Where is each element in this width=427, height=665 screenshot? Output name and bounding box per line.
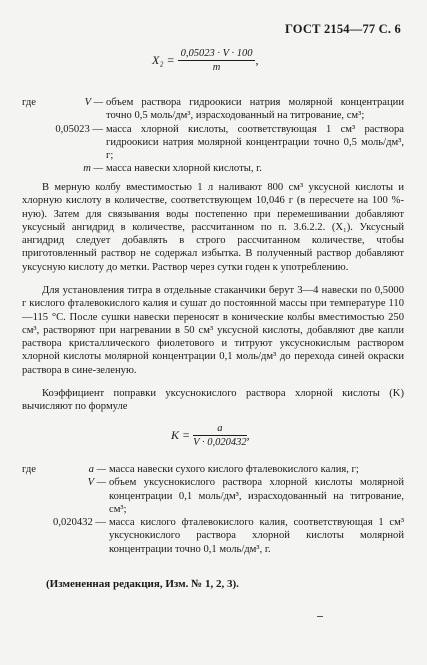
formula-k-lhs: K =: [171, 428, 191, 442]
definition-text: масса навески хлорной кислоты, г.: [106, 163, 262, 175]
definition-text: масса кислого фталевокислого калия, соответствующая 1 см³ уксуснокислого раствора хлорной кислоты молярной концентрации точно 0,1 моль/дм³, г.: [109, 517, 404, 555]
formula-x2-fraction: [178, 48, 259, 73]
definition-text: масса навески сухого кислого фталевокислого калия, г;: [109, 464, 359, 475]
definition-symbol: 0,05023 —: [55, 123, 103, 135]
definition-symbol: V —: [84, 97, 103, 108]
definition-text: масса хлорной кислоты, соответствующая 1 см³ раствора гидроокиси натрия молярной концентрации точно 0,5 моль/дм³, г;: [106, 123, 404, 162]
definition-text: объем уксуснокислого раствора хлорной кислоты молярной концентрации 0,1 моль/дм³, израсходованный на титрование, см³;: [109, 477, 404, 515]
formula-k-trail: ,: [246, 428, 250, 442]
definition-symbol: 0,020432 —: [53, 517, 106, 529]
formula-k-denominator: V · 0,020432: [193, 437, 247, 448]
formula-k-numerator: a: [193, 423, 246, 436]
formula-x2-trail: ,: [255, 53, 259, 67]
definitions-x2: [22, 96, 404, 176]
definition-symbol: V —: [87, 477, 106, 489]
definition-row: [22, 96, 404, 123]
paragraph-coefficient: Коэффициент поправки уксуснокислого раствора хлорной кислоты (K) вычисляют по формуле: [22, 388, 404, 413]
stray-mark: [317, 616, 323, 617]
definitions-k: [22, 463, 404, 556]
formula-k-fraction: [193, 423, 246, 448]
formula-x2: [152, 48, 258, 73]
formula-x2-numerator: 0,05023 · V · 100: [178, 48, 256, 61]
where-label: где: [22, 464, 36, 475]
definition-symbol: m —: [83, 163, 103, 175]
definition-row: [22, 463, 404, 476]
definition-text: объем раствора гидроокиси натрия молярной концентрации точно 0,5 моль/дм³, израсходованный на титрование, см³;: [106, 97, 404, 122]
formula-x2-lhs: X₂ =: [152, 53, 175, 67]
page-header: ГОСТ 2154—77 С. 6: [284, 22, 401, 36]
definition-row: [22, 162, 404, 175]
definition-row: [22, 516, 404, 556]
definition-symbol: a —: [88, 464, 106, 475]
paragraph-titer: Для установления титра в отдельные стаканчики берут 3—4 навески по 0,5000 г кислого фталевокислого калия и сушат до постоянной массы при температуре 110—115 °С. После сушки навески переносят в конические колбы вместимостью 250 см³, растворяют при нагревании в 50 см³ уксусной кислоты, добавляют две капли раствора кристаллического фиолетового и титруют уксуснокислым раствором хлорной кислоты молярной концентрации 0,1 моль/дм³ до перехода синей окраски раствора в сине-зеленую.: [22, 285, 404, 376]
definition-row: [22, 123, 404, 163]
definition-row: [22, 476, 404, 516]
where-label: где: [22, 97, 36, 108]
paragraph-preparation: В мерную колбу вместимостью 1 л наливают 800 см³ уксусной кислоты и хлорную кислоту в количестве, соответствующем 10,046 г (в пересчете на 100 %-ную). Затем для связывания воды постепенно при перемешивании добавляют уксусный ангидрид в количестве, рассчитанном по п. 3.6.2.2. (X₁). Уксусный ангидрид следует добавлять в строго рассчитанном количестве, чтобы приготовленный раствор не содержал избытка. В полученный раствор добавляют уксусную кислоту до метки. Раствор через сутки годен к употреблению.: [22, 182, 404, 273]
revision-note: (Измененная редакция, Изм. № 1, 2, 3).: [46, 578, 239, 590]
formula-k: [171, 423, 250, 448]
formula-x2-denominator: m: [212, 62, 221, 73]
